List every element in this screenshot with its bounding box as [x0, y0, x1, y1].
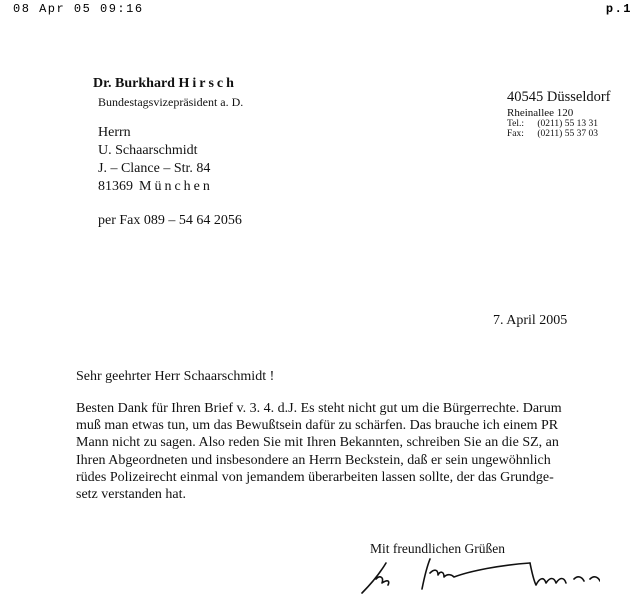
sender-surname: Hirsch: [178, 76, 237, 91]
body-line: Ihren Abgeordneten und insbesondere an Herrn Beckstein, daß er sein ungewöhnlich: [76, 452, 551, 468]
body-line: Besten Dank für Ihren Brief v. 3. 4. d.J. Es steht nicht gut um die Bürgerrechte. Darum: [76, 401, 562, 416]
fax-page-number: p.1: [605, 2, 632, 16]
sender-telephone: [507, 119, 598, 129]
body-line: rüdes Polizeirecht einmal von jemandem überarbeiten lassen sollte, der das Grundge-: [76, 469, 554, 485]
recipient-salutation-line: Herrn: [98, 125, 131, 140]
body-line: Mann nicht zu sagen. Also reden Sie mit Ihren Bekannten, schreiben Sie an die SZ, an: [76, 435, 559, 451]
fax-timestamp: 08 Apr 05 09:16: [13, 2, 144, 16]
tel-label: Tel.:: [507, 119, 525, 129]
letter-closing: Mit freundlichen Grüßen: [370, 541, 505, 556]
recipient-fax-line: per Fax 089 – 54 64 2056: [98, 213, 242, 228]
recipient-name: U. Schaarschmidt: [98, 143, 198, 158]
body-line: muß man etwas tun, um das Bewußtsein dafür zu schärfen. Das brauche ich einem PR: [76, 418, 559, 434]
sender-title: Bundestagsvizepräsident a. D.: [98, 95, 244, 109]
signature-icon: [360, 555, 600, 597]
fax-label: Fax:: [507, 129, 524, 139]
tel-number: (0211) 55 13 31: [537, 119, 598, 129]
letter-date: 7. April 2005: [493, 313, 568, 328]
sender-name: [93, 76, 237, 92]
fax-number: (0211) 55 37 03: [537, 129, 598, 139]
recipient-street: J. – Clance – Str. 84: [98, 161, 211, 176]
sender-name-prefix: Dr. Burkhard: [93, 76, 175, 91]
body-line: setz verstanden hat.: [76, 487, 187, 503]
sender-fax: [507, 129, 598, 139]
recipient-city: München: [139, 179, 213, 194]
recipient-postal-code: 81369: [98, 179, 133, 194]
recipient-city-line: [98, 179, 213, 195]
letter-body: [76, 400, 616, 503]
sender-city: 40545 Düsseldorf: [507, 89, 611, 105]
letter-salutation: Sehr geehrter Herr Schaarschmidt !: [76, 369, 275, 384]
sender-street: Rheinallee 120: [507, 107, 574, 119]
